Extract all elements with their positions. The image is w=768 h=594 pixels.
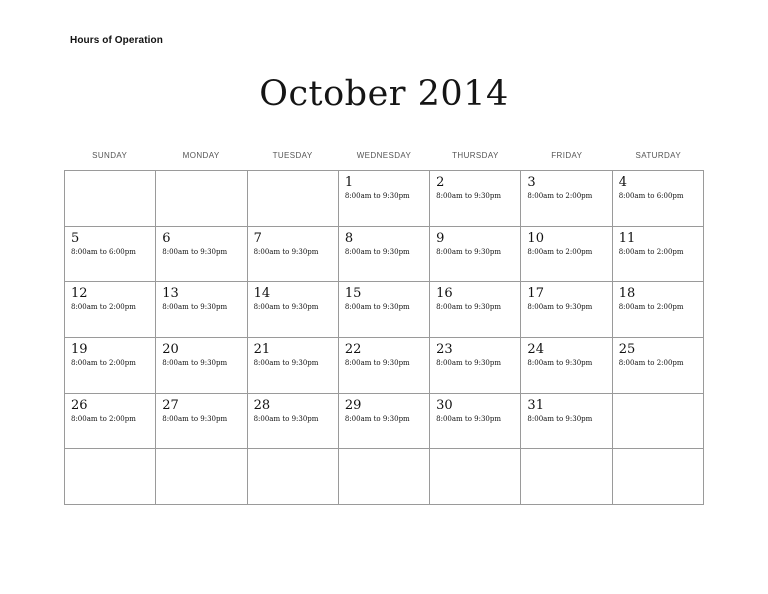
day-hours: 8:00am to 9:30pm — [436, 247, 501, 256]
day-number: 22 — [344, 342, 362, 357]
day-hours: 8:00am to 9:30pm — [527, 414, 593, 423]
calendar-day-cell — [248, 227, 339, 283]
day-hours: 8:00am to 2:00pm — [71, 303, 136, 312]
day-hours: 8:00am to 9:30pm — [436, 303, 501, 312]
calendar-day-cell — [613, 171, 704, 227]
calendar-day-cell — [613, 282, 704, 338]
day-number: 25 — [618, 342, 636, 357]
calendar-day-cell — [521, 449, 612, 505]
calendar-day-cell — [521, 338, 612, 394]
calendar-day-cell — [430, 282, 521, 338]
weekday-header-row — [64, 151, 704, 160]
day-number: 7 — [253, 230, 262, 246]
day-number: 5 — [71, 230, 80, 246]
calendar-day-cell — [339, 449, 430, 505]
day-number: 3 — [527, 175, 536, 190]
calendar-day-cell — [521, 282, 612, 338]
calendar-day-cell — [65, 449, 156, 505]
day-number: 30 — [436, 397, 453, 413]
day-hours: 8:00am to 9:30pm — [162, 303, 228, 312]
calendar-grid — [64, 170, 704, 505]
day-number: 14 — [253, 286, 271, 302]
day-number: 12 — [71, 286, 88, 302]
day-number: 17 — [527, 286, 544, 302]
day-number: 16 — [436, 286, 453, 302]
day-number: 28 — [253, 397, 271, 413]
calendar-day-cell — [65, 338, 156, 394]
day-hours: 8:00am to 9:30pm — [344, 414, 410, 423]
calendar-day-cell — [339, 282, 430, 338]
calendar-day-cell — [156, 338, 247, 394]
day-hours: 8:00am to 9:30pm — [436, 192, 501, 200]
calendar-day-cell — [613, 394, 704, 450]
calendar-day-cell — [65, 394, 156, 450]
day-number: 2 — [436, 175, 445, 190]
calendar-day-cell — [156, 394, 247, 450]
weekday-wednesday: WEDNESDAY — [356, 151, 412, 160]
day-number: 27 — [162, 397, 179, 413]
day-hours: 8:00am to 6:00pm — [71, 247, 136, 256]
day-number: 23 — [436, 342, 453, 357]
document-header: Hours of Operation — [70, 35, 163, 46]
calendar-day-cell — [613, 449, 704, 505]
calendar-day-cell — [613, 338, 704, 394]
day-hours: 8:00am to 9:30pm — [253, 414, 319, 423]
day-number: 21 — [253, 342, 271, 357]
weekday-saturday: SATURDAY — [635, 151, 682, 160]
calendar-day-cell — [613, 227, 704, 283]
calendar-day-cell — [430, 338, 521, 394]
calendar-day-cell — [156, 227, 247, 283]
day-number: 26 — [71, 397, 88, 413]
calendar-month-title: October 2014 — [259, 74, 509, 114]
weekday-friday: FRIDAY — [551, 151, 583, 160]
day-hours: 8:00am to 9:30pm — [253, 359, 319, 367]
day-hours: 8:00am to 2:00pm — [71, 414, 136, 423]
calendar-day-cell — [521, 171, 612, 227]
day-hours: 8:00am to 6:00pm — [618, 192, 684, 200]
day-hours: 8:00am to 9:30pm — [527, 359, 593, 367]
day-hours: 8:00am to 2:00pm — [71, 359, 136, 367]
day-hours: 8:00am to 9:30pm — [527, 303, 593, 312]
weekday-monday: MONDAY — [182, 151, 220, 160]
day-number: 19 — [71, 342, 88, 357]
calendar-day-cell — [339, 394, 430, 450]
day-number: 13 — [162, 286, 179, 302]
day-hours: 8:00am to 2:00pm — [618, 303, 684, 312]
calendar-day-cell — [430, 449, 521, 505]
calendar-day-cell — [65, 171, 156, 227]
calendar-day-cell — [248, 282, 339, 338]
calendar-day-cell — [430, 171, 521, 227]
day-hours: 8:00am to 2:00pm — [527, 192, 593, 200]
day-number: 9 — [436, 230, 445, 246]
day-hours: 8:00am to 9:30pm — [344, 359, 410, 367]
day-number: 31 — [527, 397, 544, 413]
calendar-day-cell — [156, 282, 247, 338]
day-number: 18 — [618, 286, 636, 302]
calendar-day-cell — [430, 394, 521, 450]
day-number: 10 — [527, 230, 544, 246]
calendar-day-cell — [339, 227, 430, 283]
calendar-day-cell — [248, 394, 339, 450]
day-hours: 8:00am to 9:30pm — [162, 359, 228, 367]
day-number: 4 — [618, 175, 627, 190]
day-hours: 8:00am to 9:30pm — [344, 303, 410, 312]
day-hours: 8:00am to 9:30pm — [253, 303, 319, 312]
calendar-day-cell — [521, 227, 612, 283]
day-number: 6 — [162, 230, 171, 246]
calendar-day-cell — [339, 338, 430, 394]
calendar-day-cell — [430, 227, 521, 283]
calendar-day-cell — [248, 449, 339, 505]
day-hours: 8:00am to 9:30pm — [436, 414, 501, 423]
calendar-day-cell — [65, 282, 156, 338]
day-hours: 8:00am to 2:00pm — [618, 359, 684, 367]
day-hours: 8:00am to 9:30pm — [162, 247, 228, 256]
calendar-day-cell — [156, 449, 247, 505]
day-number: 11 — [618, 230, 636, 246]
calendar-day-cell — [156, 171, 247, 227]
day-number: 1 — [344, 175, 354, 190]
day-hours: 8:00am to 9:30pm — [253, 247, 319, 256]
calendar-day-cell — [248, 338, 339, 394]
weekday-thursday: THURSDAY — [452, 151, 499, 160]
day-number: 8 — [344, 230, 354, 246]
day-hours: 8:00am to 2:00pm — [618, 247, 684, 256]
calendar-day-cell — [248, 171, 339, 227]
day-hours: 8:00am to 2:00pm — [527, 247, 593, 256]
day-number: 20 — [162, 342, 179, 357]
calendar-day-cell — [339, 171, 430, 227]
day-hours: 8:00am to 9:30pm — [436, 359, 501, 367]
calendar-day-cell — [65, 227, 156, 283]
day-hours: 8:00am to 9:30pm — [162, 414, 228, 423]
day-number: 24 — [527, 342, 544, 357]
day-hours: 8:00am to 9:30pm — [344, 247, 410, 256]
day-number: 15 — [344, 286, 362, 302]
day-number: 29 — [344, 397, 362, 413]
day-hours: 8:00am to 9:30pm — [344, 192, 410, 200]
weekday-sunday: SUNDAY — [92, 151, 128, 160]
calendar-day-cell — [521, 394, 612, 450]
weekday-tuesday: TUESDAY — [272, 151, 313, 160]
